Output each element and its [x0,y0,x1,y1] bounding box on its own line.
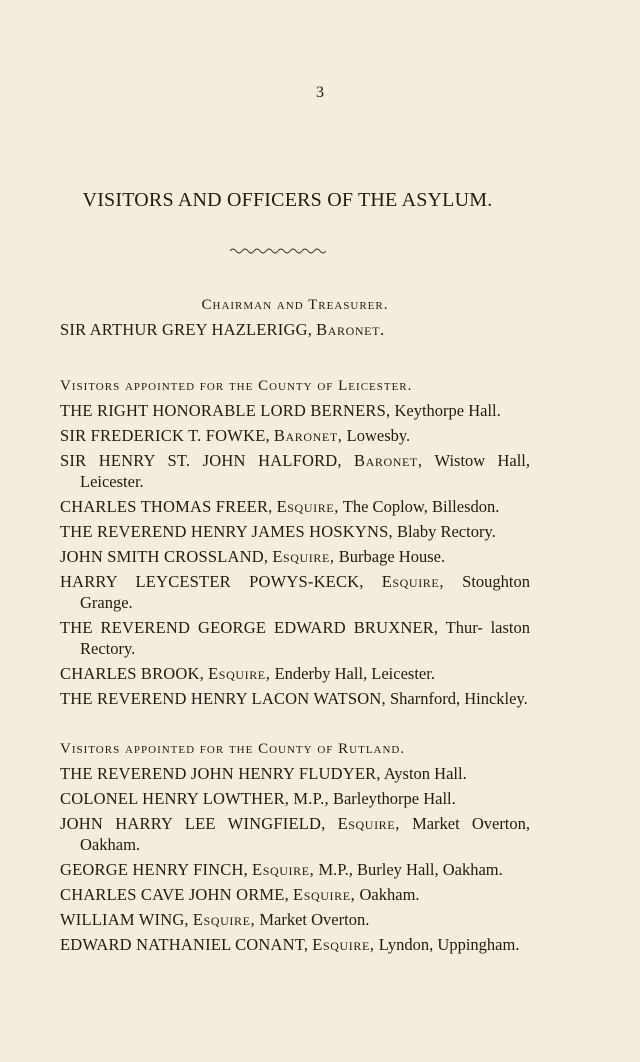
chairman-section [60,294,530,344]
visitor-name: THE REVEREND HENRY JAMES HOSKYNS, [60,522,393,541]
visitor-entry [60,688,530,709]
visitor-title: Baronet, [354,451,423,470]
visitor-residence: Oakham. [359,885,420,904]
visitor-name: CHARLES CAVE JOHN ORME, [60,885,289,904]
chairman-heading: Chairman and Treasurer. [201,297,389,313]
visitor-title: Esquire, [192,910,256,929]
visitor-title: Esquire, [312,935,375,954]
visitor-residence: Barleythorpe Hall. [332,789,456,808]
visitor-name: JOHN HARRY LEE WINGFIELD, [60,814,326,833]
visitor-entry [60,788,530,809]
visitor-residence: The Coplow, Billesdon. [342,497,500,516]
visitor-name: EDWARD NATHANIEL CONANT, [60,935,309,954]
visitor-title: Esquire, [293,885,356,904]
page-title: VISITORS AND OFFICERS OF THE ASYLUM. [82,189,493,211]
visitor-entry [60,450,530,492]
visitor-title: Esquire, [337,814,400,833]
visitor-name: COLONEL HENRY LOWTHER, M.P., [60,789,329,808]
visitor-name: GEORGE HENRY FINCH, [60,860,248,879]
visitor-entry [60,571,530,613]
chairman-entry [60,319,530,340]
visitor-residence: Blaby Rectory. [396,522,496,541]
visitor-entry [60,617,530,659]
wavy-rule-ornament [230,246,326,256]
visitor-residence: Market Overton, Oakham. [80,814,531,854]
leicester-heading: Visitors appointed for the County of Leicester. [60,378,413,394]
visitor-title: Esquire, [272,547,335,566]
visitor-entry [60,496,530,517]
visitor-residence: Sharnford, Hinckley. [389,689,528,708]
chairman-name: SIR ARTHUR GREY HAZLERIGG, [60,320,313,339]
visitor-title: Esquire, [276,497,339,516]
visitor-name: SIR FREDERICK T. FOWKE, [60,426,270,445]
rutland-heading: Visitors appointed for the County of Rutland. [60,741,406,757]
visitor-residence: Wistow Hall, Leicester. [80,451,530,491]
chairman-title: Baronet. [316,320,385,339]
visitor-residence: Ayston Hall. [383,764,467,783]
visitor-residence: Stoughton Grange. [80,572,530,612]
visitor-entry [60,909,530,930]
visitor-residence: Market Overton. [259,910,370,929]
leicester-visitor-list [60,400,530,709]
visitor-title: Esquire, [252,860,315,879]
visitor-entry [60,859,530,880]
visitor-entry [60,400,530,421]
visitor-name: SIR HENRY ST. JOHN HALFORD, [60,451,342,470]
visitor-residence: M.P., Burley Hall, Oakham. [318,860,503,879]
visitor-name: CHARLES BROOK, [60,664,204,683]
visitor-residence: Lyndon, Uppingham. [378,935,520,954]
visitor-name: THE REVEREND HENRY LACON WATSON, [60,689,386,708]
visitor-name: THE REVEREND GEORGE EDWARD BRUXNER, [60,618,439,637]
visitor-residence: Lowesby. [346,426,411,445]
visitor-residence: Keythorpe Hall. [394,401,501,420]
visitor-entry [60,425,530,446]
visitor-entry [60,763,530,784]
visitor-residence: Burbage House. [338,547,446,566]
visitor-name: JOHN SMITH CROSSLAND, [60,547,269,566]
rutland-visitor-list [60,763,530,955]
visitor-title: Esquire, [208,664,271,683]
visitor-title: Baronet, [273,426,343,445]
visitor-entry [60,813,530,855]
visitor-name: THE REVEREND JOHN HENRY FLUDYER, [60,764,381,783]
visitor-entry [60,546,530,567]
visitor-residence: Enderby Hall, Leicester. [274,664,435,683]
leicester-section [60,375,530,713]
visitor-name: WILLIAM WING, [60,910,189,929]
visitor-title: Esquire, [381,572,445,591]
visitor-entry [60,663,530,684]
visitor-entry [60,521,530,542]
visitor-name: THE RIGHT HONORABLE LORD BERNERS, [60,401,391,420]
visitor-residence: Thur- laston Rectory. [80,618,530,658]
visitor-entry [60,934,530,955]
visitor-entry [60,884,530,905]
visitor-name: HARRY LEYCESTER POWYS-KECK, [60,572,364,591]
page-number: 3 [316,84,324,101]
rutland-section [60,738,530,959]
visitor-name: CHARLES THOMAS FREER, [60,497,273,516]
